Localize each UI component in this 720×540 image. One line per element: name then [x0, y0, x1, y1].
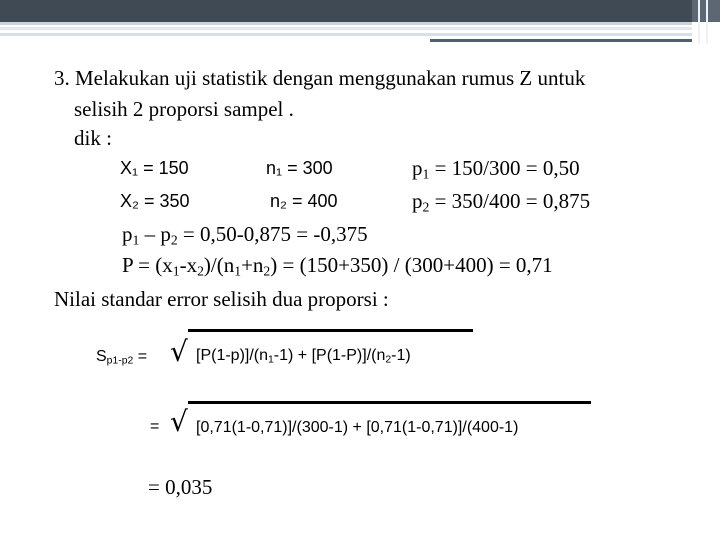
se-formula-radicand	[196, 346, 411, 371]
known-x2: X₂ = 350	[120, 191, 190, 211]
radicand-sub: 1	[268, 354, 274, 366]
slide-header-bar	[0, 0, 720, 22]
stripe	[430, 39, 692, 42]
known-n1: n₁ = 300	[266, 158, 333, 178]
heading-line-2: selisih 2 proporsi sampel .	[74, 97, 294, 121]
stripe	[0, 33, 692, 36]
square-root-icon: √	[170, 335, 188, 368]
known-p1	[412, 156, 580, 186]
se-subscript: p1-p2	[106, 355, 134, 367]
p2-label: p	[412, 189, 423, 213]
se-formula-2-equals: =	[150, 418, 160, 435]
standard-error-result: = 0,035	[148, 475, 213, 499]
standard-error-heading: Nilai standar error selisih dua proporsi :	[54, 287, 389, 311]
se-formula-lhs	[96, 347, 147, 372]
stripe	[0, 22, 692, 25]
se-symbol: S	[96, 348, 107, 365]
pooled-sub: 1	[172, 263, 180, 279]
square-root-overbar	[188, 401, 591, 404]
diff-p1-subscript: 1	[132, 232, 140, 248]
radicand-part: -1)	[391, 347, 411, 364]
p1-label: p	[412, 156, 423, 180]
heading-line-1: 3. Melakukan uji statistik dengan menggunakan rumus Z untuk	[54, 66, 586, 90]
radicand-sub: 2	[385, 354, 392, 366]
stripe	[706, 0, 708, 44]
known-x1: X₁ = 150	[120, 158, 189, 178]
diff-p1: p	[122, 222, 133, 246]
slide-header-stripes	[0, 22, 720, 44]
pooled-proportion	[122, 253, 553, 283]
pooled-part: ) = (150+350) / (300+400) = 0,71	[270, 253, 553, 277]
se-equals: =	[133, 348, 148, 365]
radicand-part: -1) + [P(1-P)]/(n	[273, 347, 386, 364]
pooled-sub: 2	[263, 263, 271, 279]
pooled-sub: 2	[197, 263, 204, 279]
pooled-part: )/(n	[203, 253, 235, 277]
p1-subscript: 1	[422, 166, 430, 182]
known-p2	[412, 189, 590, 219]
heading-line-3: dik :	[74, 126, 112, 150]
square-root-overbar	[188, 329, 473, 332]
stripe	[698, 0, 700, 44]
pooled-sub: 1	[234, 263, 242, 279]
pooled-part: -x	[179, 253, 198, 277]
se-formula-2-radicand: [0,71(1-0,71)]/(300-1) + [0,71(1-0,71)]/(400-1)	[196, 419, 519, 436]
diff-p2-subscript: 2	[170, 232, 178, 248]
radicand-part: [P(1-p)]/(n	[196, 347, 269, 364]
pooled-part: P = (x	[122, 253, 173, 277]
proportion-difference	[122, 222, 368, 252]
stripe	[0, 27, 692, 30]
p1-value: = 150/300 = 0,50	[429, 156, 580, 180]
pooled-part: +n	[241, 253, 264, 277]
slide-header-vertical-stripes	[692, 0, 720, 44]
known-n2: n₂ = 400	[270, 191, 338, 211]
diff-result: = 0,50-0,875 = -0,375	[177, 222, 368, 246]
square-root-icon: √	[170, 405, 188, 438]
p2-value: = 350/400 = 0,875	[429, 189, 591, 213]
diff-minus-p2: – p	[139, 222, 171, 246]
p2-subscript: 2	[422, 199, 430, 215]
